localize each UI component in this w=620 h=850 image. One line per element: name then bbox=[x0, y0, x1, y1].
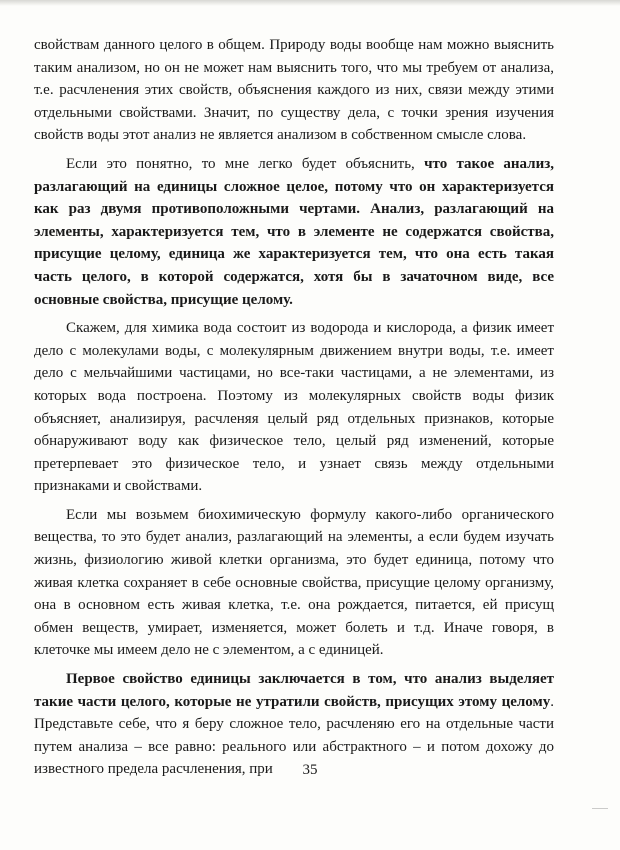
paragraph-2-bold: что такое анализ, разлагающий на единицы сложное целое, потому что он характеризуется как раз двумя противоположными чертами. Анализ, разлагающий на элементы, характеризуется тем, что в элементе не содержатся свойства, присущие целому, единица же характеризуется тем, что она есть такая часть целого, в которой содержатся, хотя бы в зачаточном виде, все основные свойства, присущие целому. bbox=[34, 155, 554, 308]
paragraph-2-lead: Если это понятно, то мне легко будет объяснить, bbox=[66, 155, 425, 172]
scan-edge-shade bbox=[0, 0, 620, 6]
scan-speck bbox=[592, 808, 608, 809]
paragraph-1: свойствам данного целого в общем. Природу воды вообще нам можно выяснить таким анализом, но он не может нам выяснить того, что мы требуем от анализа, т.е. расчленения этих свойств, объяснения каждого из них, связи между этими отдельными свойствами. Значит, по существу дела, с точки зрения изучения свойств воды этот анализ не является анализом в собственном смысле слова. bbox=[34, 37, 554, 144]
paragraph-2 bbox=[34, 153, 554, 311]
paragraph-5-bold: Первое свойство единицы заключается в том, что анализ выделяет такие части целого, которые не утратили свойств, присущих этому целому bbox=[34, 671, 554, 710]
paragraph-4: Если мы возьмем биохимическую формулу какого-либо органического вещества, то это будет анализ, разлагающий на элементы, а если будем изучать жизнь, физиологию живой клетки организма, это будет единица, потому что живая клетка сохраняет в себе основные свойства, присущие целому организму, она в основном есть живая клетка, т.е. она рождается, питается, ей присущ обмен веществ, умирает, изменяется, может болеть и т.д. Иначе говоря, в клеточке мы имеем дело не с элементом, а с единицей. bbox=[34, 506, 554, 659]
page-body bbox=[34, 34, 554, 787]
page-number: 35 bbox=[302, 762, 318, 778]
paragraph-5-rest: . Представьте себе, что я беру сложное тело, расчленяю его на отдельные части путем анализа – все равно: реального или абстрактного – и потом дохожу до известного предела расчленения, при bbox=[34, 693, 554, 778]
paragraph-3: Скажем, для химика вода состоит из водорода и кислорода, а физик имеет дело с молекулами воды, с молекулярным движением внутри воды, т.е. имеет дело с мельчайшими частицами, но все-таки частицами, а не элементами, из которых вода построена. Поэтому из молекулярных свойств воды физик объясняет, анализируя, расчленяя целый ряд отдельных признаков, которые обнаруживают воду как физическое тело, целый ряд изменений, которые претерпевает это физическое тело, и узнает связь между отдельными признаками и свойствами. bbox=[34, 320, 554, 495]
